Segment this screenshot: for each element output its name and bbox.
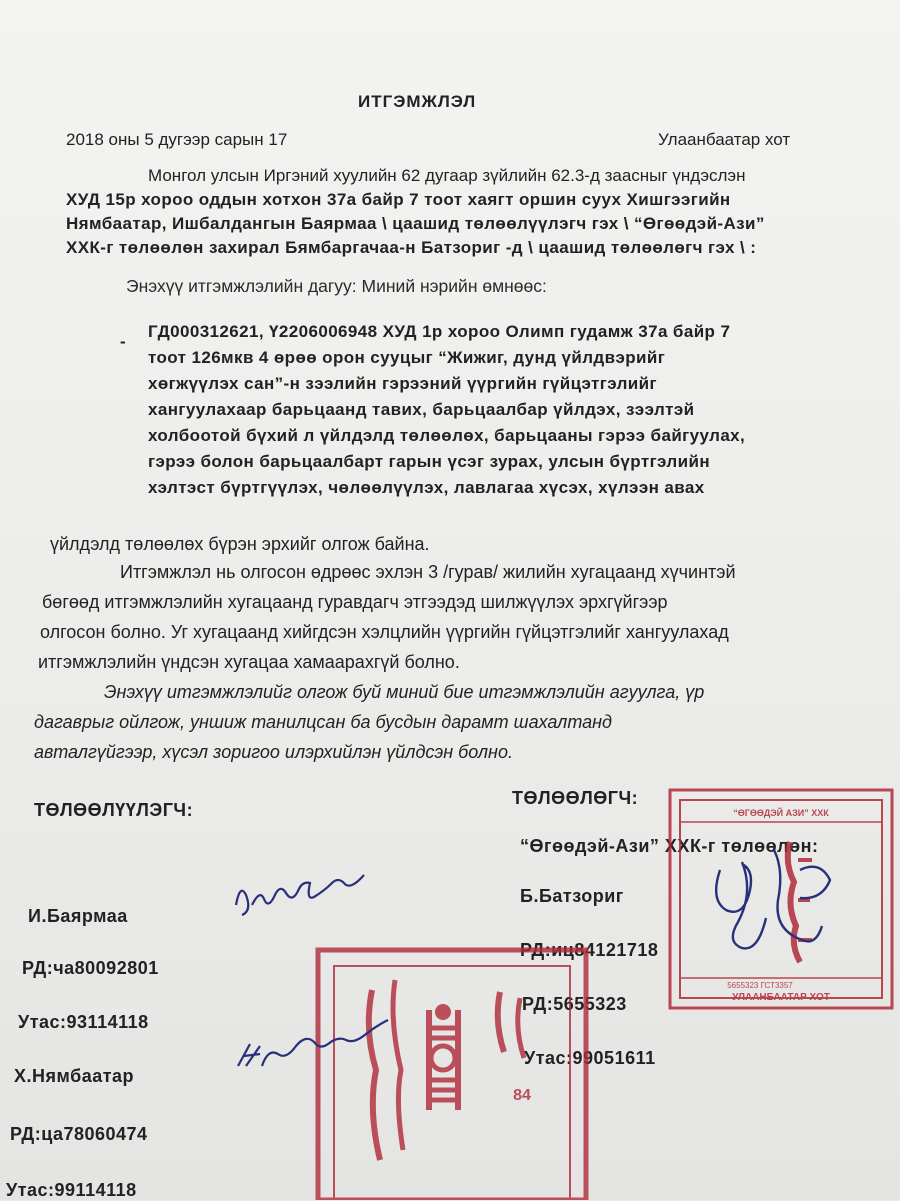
- declaration-line: Энэхүү итгэмжлэлийг олгож буй миний бие итгэмжлэлийн агуулга, үр: [104, 682, 705, 702]
- bullet-line: хөгжүүлэх сан”-н зээлийн гэрээний үүргийн гүйцэтгэлийг: [148, 374, 657, 393]
- principal-rd-1: РД:ча80092801: [22, 958, 159, 978]
- document-date: 2018 оны 5 дугээр сарын 17: [66, 130, 288, 149]
- full-rights-line: үйлдэлд төлөөлөх бүрэн эрхийг олгож байна.: [50, 534, 430, 554]
- intro-line: Монгол улсын Иргэний хуулийн 62 дугаар зүйлийн 62.3-д заасныг үндэслэн: [148, 166, 746, 185]
- bullet-line: хэлтэст бүртгүүлэх, чөлөөлүүлэх, лавлагаа хүсэх, хүлээн авах: [148, 478, 705, 497]
- agent-company: “Өгөөдэй-Ази” ХХК-г төлөөлөн:: [520, 836, 819, 856]
- principal-phone-1: Утас:93114118: [18, 1012, 149, 1032]
- principal-name-1: И.Баярмаа: [28, 906, 128, 926]
- agent-name: Б.Батзориг: [520, 886, 624, 906]
- intro-line: ХУД 15р хороо оддын хотхон 37а байр 7 тоот хаягт оршин суух Хишгээгийн: [66, 190, 731, 209]
- agent-rd-company: РД:5655323: [522, 994, 627, 1014]
- declaration-line: авталгүйгээр, хүсэл зоригоо илэрхийлэн үйлдсэн болно.: [34, 742, 513, 762]
- document-city: Улаанбаатар хот: [658, 130, 791, 149]
- agent-rd: РД:иц84121718: [520, 940, 659, 960]
- bullet-line: холбоотой бүхий л үйлдэлд төлөөлөх, барьцааны гэрээ байгуулах,: [148, 426, 746, 445]
- according-line: Энэхүү итгэмжлэлийн дагуу: Миний нэрийн өмнөөс:: [126, 276, 547, 296]
- intro-line: Нямбаатар, Ишбалдангын Баярмаа \ цаашид төлөөлүүлэгч гэх \ “Өгөөдэй-Ази”: [66, 214, 765, 233]
- notary-stamp-number: 84: [513, 1087, 531, 1104]
- validity-line: Итгэмжлэл нь олгосон өдрөөс эхлэн 3 /гурав/ жилийн хугацаанд хүчинтэй: [120, 562, 736, 582]
- principal-phone-2: Утас:99114118: [6, 1180, 137, 1200]
- principal-name-2: Х.Нямбаатар: [14, 1066, 135, 1086]
- agent-heading: ТӨЛӨӨЛӨГЧ:: [512, 788, 639, 808]
- validity-line: олгосон болно. Уг хугацаанд хийгдсэн хэлцлийн үүргийн гүйцэтгэлийг хангуулахад: [40, 622, 729, 642]
- agent-phone: Утас:99051611: [524, 1048, 656, 1068]
- validity-line: итгэмжлэлийн үндсэн хугацаа хамаарахгүй болно.: [38, 652, 460, 672]
- principal-heading: ТӨЛӨӨЛҮҮЛЭГЧ:: [34, 800, 194, 820]
- bullet-line: тоот 126мкв 4 өрөө орон сууцыг “Жижиг, дунд үйлдвэрийг: [148, 348, 666, 367]
- bullet-line: ГД000312621, Ү2206006948 ХУД 1р хороо Олимп гудамж 37а байр 7: [148, 322, 731, 341]
- intro-line: ХХК-г төлөөлөн захирал Бямбаргачаа-н Батзориг -д \ цаашид төлөөлөгч гэх \ :: [66, 238, 757, 257]
- declaration-line: дагаврыг ойлгож, уншиж танилцсан ба бусдын дарамт шахалтанд: [34, 712, 612, 732]
- validity-line: бөгөөд итгэмжлэлийн хугацаанд гуравдагч этгээдэд шилжүүлэх эрхгүйгээр: [42, 592, 668, 612]
- company-stamp-top-text: “ӨГӨӨДЭЙ АЗИ” ХХК: [733, 808, 829, 818]
- bullet-line: хангуулахаар барьцаанд тавих, барьцаалбар үйлдэх, зээлтэй: [148, 400, 695, 419]
- company-stamp-city-text: УЛААНБААТАР ХОТ: [732, 992, 830, 1003]
- principal-rd-2: РД:ца78060474: [10, 1124, 148, 1144]
- document-title: ИТГЭМЖЛЭЛ: [358, 92, 477, 111]
- bullet-line: гэрээ болон барьцаалбарт гарын үсэг зурах, улсын бүртгэлийн: [148, 452, 710, 471]
- bullet-dash: -: [120, 332, 127, 351]
- company-stamp-code-text: 5655323 ГСТ3357: [727, 981, 793, 990]
